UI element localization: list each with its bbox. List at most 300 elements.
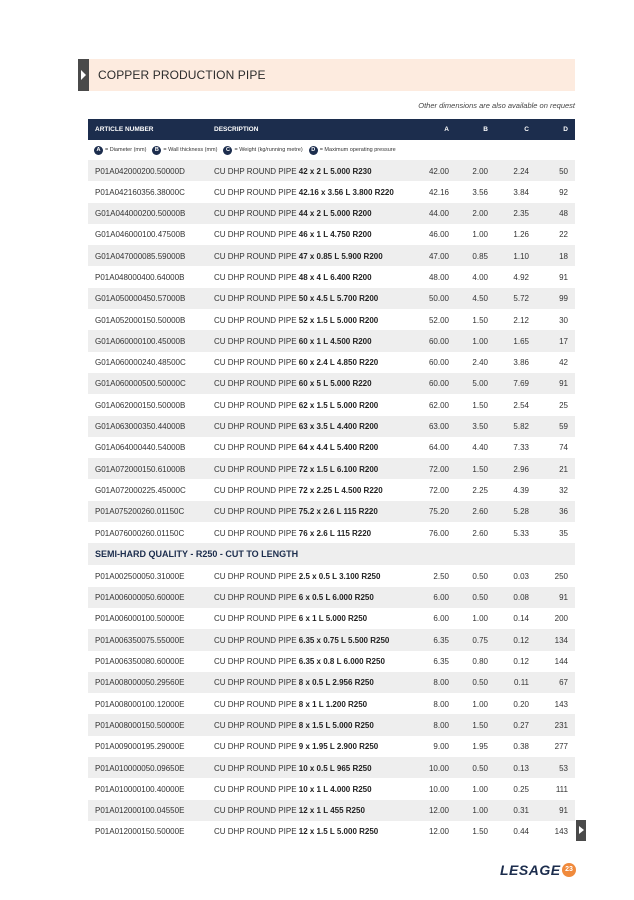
title-bar — [78, 59, 575, 91]
table-row — [88, 522, 575, 543]
value-a-cell: 72.00 — [428, 464, 449, 474]
header-b: B — [483, 126, 488, 133]
table-row — [88, 458, 575, 479]
section-title: SEMI-HARD QUALITY - R250 - CUT TO LENGTH — [95, 549, 299, 560]
value-c-cell: 5.82 — [513, 422, 529, 432]
article-cell: P01A008000100.12000E — [95, 699, 185, 709]
value-b-cell: 0.50 — [472, 678, 488, 688]
description-cell — [214, 401, 378, 410]
description-spec: 42.16 x 3.56 L 3.800 R220 — [298, 187, 394, 197]
value-a-cell: 52.00 — [428, 315, 449, 325]
legend-key-icon: D — [309, 146, 318, 155]
article-cell: P01A012000150.50000E — [95, 827, 185, 837]
table-row — [88, 373, 575, 394]
value-b-cell: 1.95 — [472, 742, 488, 752]
value-b-cell: 2.40 — [472, 358, 488, 368]
description-cell — [214, 529, 371, 538]
value-d-cell: 48 — [559, 209, 568, 219]
description-cell — [214, 316, 378, 325]
article-cell: G01A052000150.50000B — [95, 315, 186, 325]
value-b-cell: 4.40 — [472, 443, 488, 453]
article-cell: P01A042000200.50000D — [95, 166, 185, 176]
value-c-cell: 2.54 — [513, 400, 529, 410]
description-spec: 42 x 2 L 5.000 R230 — [298, 166, 372, 176]
value-c-cell: 0.25 — [513, 784, 529, 794]
value-d-cell: 92 — [559, 187, 568, 197]
value-b-cell: 0.50 — [472, 593, 488, 603]
value-a-cell: 60.00 — [428, 336, 449, 346]
table-row — [88, 778, 575, 799]
description-prefix: CU DHP ROUND PIPE — [214, 272, 297, 282]
description-prefix: CU DHP ROUND PIPE — [214, 657, 297, 667]
section-header — [88, 543, 575, 565]
description-prefix: CU DHP ROUND PIPE — [214, 485, 297, 495]
table-row — [88, 821, 575, 842]
description-prefix: CU DHP ROUND PIPE — [214, 528, 297, 538]
value-c-cell: 2.96 — [513, 464, 529, 474]
legend-item — [309, 146, 396, 155]
value-b-cell: 1.50 — [472, 464, 488, 474]
description-cell — [214, 785, 372, 794]
page-title: COPPER PRODUCTION PIPE — [98, 68, 266, 82]
value-a-cell: 48.00 — [428, 272, 449, 282]
value-a-cell: 6.00 — [433, 593, 449, 603]
value-d-cell: 134 — [554, 635, 568, 645]
description-cell — [214, 252, 383, 261]
value-a-cell: 6.35 — [433, 657, 449, 667]
description-cell — [214, 806, 365, 815]
value-d-cell: 91 — [559, 379, 568, 389]
value-d-cell: 143 — [554, 827, 568, 837]
value-b-cell: 1.00 — [472, 699, 488, 709]
description-spec: 6 x 0.5 L 6.000 R250 — [298, 593, 374, 603]
chevron-right-icon — [78, 59, 89, 91]
description-prefix: CU DHP ROUND PIPE — [214, 336, 297, 346]
description-cell — [214, 294, 378, 303]
article-cell: G01A046000100.47500B — [95, 230, 186, 240]
legend-text: = Maximum operating pressure — [319, 147, 396, 153]
value-c-cell: 1.65 — [513, 336, 529, 346]
value-a-cell: 63.00 — [428, 422, 449, 432]
value-d-cell: 25 — [559, 400, 568, 410]
description-cell — [214, 657, 385, 666]
value-a-cell: 47.00 — [428, 251, 449, 261]
value-d-cell: 22 — [559, 230, 568, 240]
table-row — [88, 479, 575, 500]
value-c-cell: 0.31 — [513, 806, 529, 816]
description-spec: 60 x 2.4 L 4.850 R220 — [298, 358, 379, 368]
description-cell — [214, 678, 374, 687]
value-a-cell: 60.00 — [428, 379, 449, 389]
description-prefix: CU DHP ROUND PIPE — [214, 422, 297, 432]
description-spec: 46 x 1 L 4.750 R200 — [298, 230, 372, 240]
description-spec: 6 x 1 L 5.000 R250 — [298, 614, 368, 624]
table-row — [88, 587, 575, 608]
value-c-cell: 0.12 — [513, 635, 529, 645]
description-spec: 12 x 1.5 L 5.000 R250 — [298, 827, 379, 837]
value-b-cell: 5.00 — [472, 379, 488, 389]
description-spec: 48 x 4 L 6.400 R200 — [298, 272, 372, 282]
description-prefix: CU DHP ROUND PIPE — [214, 571, 297, 581]
next-page-icon[interactable] — [576, 820, 586, 841]
value-b-cell: 1.00 — [472, 230, 488, 240]
description-prefix: CU DHP ROUND PIPE — [214, 806, 297, 816]
description-prefix: CU DHP ROUND PIPE — [214, 720, 297, 730]
description-cell — [214, 721, 374, 730]
legend-text: = Weight (kg/running metre) — [234, 147, 303, 153]
value-d-cell: 250 — [554, 571, 568, 581]
value-b-cell: 0.50 — [472, 763, 488, 773]
article-cell: P01A012000100.04550E — [95, 806, 185, 816]
value-a-cell: 44.00 — [428, 209, 449, 219]
value-b-cell: 4.50 — [472, 294, 488, 304]
value-a-cell: 12.00 — [428, 827, 449, 837]
legend-item — [223, 146, 302, 155]
value-c-cell: 1.26 — [513, 230, 529, 240]
description-cell — [214, 358, 378, 367]
description-cell — [214, 593, 374, 602]
value-a-cell: 62.00 — [428, 400, 449, 410]
value-b-cell: 0.50 — [472, 571, 488, 581]
value-a-cell: 8.00 — [433, 699, 449, 709]
value-d-cell: 67 — [559, 678, 568, 688]
description-cell — [214, 614, 367, 623]
value-c-cell: 7.33 — [513, 443, 529, 453]
description-spec: 10 x 1 L 4.000 R250 — [298, 784, 372, 794]
table-row — [88, 394, 575, 415]
table-row — [88, 437, 575, 458]
description-cell — [214, 379, 372, 388]
description-cell — [214, 443, 378, 452]
header-description: DESCRIPTION — [214, 126, 259, 133]
value-c-cell: 0.13 — [513, 763, 529, 773]
value-d-cell: 50 — [559, 166, 568, 176]
value-a-cell: 60.00 — [428, 358, 449, 368]
table-row — [88, 181, 575, 202]
value-b-cell: 3.50 — [472, 422, 488, 432]
description-cell — [214, 209, 372, 218]
page-number: 23 — [562, 863, 576, 877]
description-prefix: CU DHP ROUND PIPE — [214, 827, 297, 837]
description-cell — [214, 167, 372, 176]
value-a-cell: 10.00 — [428, 763, 449, 773]
value-a-cell: 50.00 — [428, 294, 449, 304]
value-c-cell: 0.38 — [513, 742, 529, 752]
value-d-cell: 99 — [559, 294, 568, 304]
description-prefix: CU DHP ROUND PIPE — [214, 230, 297, 240]
value-b-cell: 1.50 — [472, 315, 488, 325]
table-row — [88, 288, 575, 309]
header-c: C — [524, 126, 529, 133]
value-c-cell: 2.12 — [513, 315, 529, 325]
header-d: D — [563, 126, 568, 133]
table-row — [88, 160, 575, 181]
table-row — [88, 693, 575, 714]
description-spec: 60 x 5 L 5.000 R220 — [298, 379, 372, 389]
value-a-cell: 76.00 — [428, 528, 449, 538]
article-cell: P01A048000400.64000B — [95, 272, 185, 282]
value-c-cell: 1.10 — [513, 251, 529, 261]
description-spec: 72 x 1.5 L 6.100 R200 — [298, 464, 379, 474]
table-row — [88, 565, 575, 586]
description-cell — [214, 337, 372, 346]
value-c-cell: 0.12 — [513, 657, 529, 667]
article-cell: G01A047000085.59000B — [95, 251, 186, 261]
value-a-cell: 6.00 — [433, 614, 449, 624]
value-c-cell: 0.08 — [513, 593, 529, 603]
legend-key-icon: C — [223, 146, 232, 155]
table-row — [88, 501, 575, 522]
value-b-cell: 4.00 — [472, 272, 488, 282]
description-spec: 63 x 3.5 L 4.400 R200 — [298, 422, 379, 432]
table-row — [88, 309, 575, 330]
article-cell: P01A006000100.50000E — [95, 614, 185, 624]
description-cell — [214, 507, 378, 516]
article-cell: P01A009000195.29000E — [95, 742, 185, 752]
article-cell: P01A010000100.40000E — [95, 784, 185, 794]
value-d-cell: 32 — [559, 485, 568, 495]
value-d-cell: 143 — [554, 699, 568, 709]
value-b-cell: 3.56 — [472, 187, 488, 197]
value-a-cell: 75.20 — [428, 507, 449, 517]
value-d-cell: 36 — [559, 507, 568, 517]
table-row — [88, 266, 575, 287]
description-prefix: CU DHP ROUND PIPE — [214, 464, 297, 474]
value-a-cell: 8.00 — [433, 678, 449, 688]
value-b-cell: 2.60 — [472, 507, 488, 517]
legend-text: = Diameter (mm) — [105, 147, 147, 153]
legend-key-icon: A — [94, 146, 103, 155]
table-row — [88, 416, 575, 437]
article-cell: G01A062000150.50000B — [95, 400, 186, 410]
legend-key-icon: B — [152, 146, 161, 155]
description-spec: 52 x 1.5 L 5.000 R200 — [298, 315, 379, 325]
article-cell: G01A064000440.54000B — [95, 443, 186, 453]
description-prefix: CU DHP ROUND PIPE — [214, 507, 297, 517]
description-cell — [214, 465, 378, 474]
description-prefix: CU DHP ROUND PIPE — [214, 678, 297, 688]
article-cell: P01A075200260.01150C — [95, 507, 185, 517]
description-cell — [214, 636, 389, 645]
table-row — [88, 800, 575, 821]
value-b-cell: 1.50 — [472, 720, 488, 730]
value-a-cell: 72.00 — [428, 485, 449, 495]
legend-item — [94, 146, 146, 155]
value-d-cell: 30 — [559, 315, 568, 325]
table-row — [88, 651, 575, 672]
value-d-cell: 231 — [554, 720, 568, 730]
value-a-cell: 6.35 — [433, 635, 449, 645]
value-b-cell: 1.00 — [472, 336, 488, 346]
article-cell: P01A076000260.01150C — [95, 528, 185, 538]
value-d-cell: 59 — [559, 422, 568, 432]
value-a-cell: 64.00 — [428, 443, 449, 453]
value-b-cell: 1.00 — [472, 806, 488, 816]
description-prefix: CU DHP ROUND PIPE — [214, 614, 297, 624]
legend-item — [152, 146, 217, 155]
value-c-cell: 2.24 — [513, 166, 529, 176]
value-c-cell: 0.11 — [514, 678, 529, 688]
value-b-cell: 1.00 — [472, 614, 488, 624]
table-row — [88, 672, 575, 693]
value-c-cell: 5.72 — [513, 294, 529, 304]
description-prefix: CU DHP ROUND PIPE — [214, 166, 297, 176]
description-prefix: CU DHP ROUND PIPE — [214, 593, 297, 603]
article-cell: G01A063000350.44000B — [95, 422, 186, 432]
table-row — [88, 245, 575, 266]
description-prefix: CU DHP ROUND PIPE — [214, 784, 297, 794]
table-row — [88, 330, 575, 351]
description-spec: 6.35 x 0.75 L 5.500 R250 — [298, 635, 390, 645]
description-spec: 12 x 1 L 455 R250 — [298, 806, 365, 816]
article-cell: G01A044000200.50000B — [95, 209, 186, 219]
article-cell: P01A008000050.29560E — [95, 678, 185, 688]
value-d-cell: 74 — [559, 443, 568, 453]
description-prefix: CU DHP ROUND PIPE — [214, 358, 297, 368]
value-d-cell: 53 — [559, 763, 568, 773]
value-b-cell: 1.50 — [472, 827, 488, 837]
brand-logo: LESAGE — [500, 862, 561, 878]
table-row — [88, 608, 575, 629]
value-d-cell: 200 — [554, 614, 568, 624]
table-row — [88, 629, 575, 650]
value-c-cell: 2.35 — [513, 209, 529, 219]
value-c-cell: 7.69 — [513, 379, 529, 389]
value-c-cell: 0.20 — [513, 699, 529, 709]
value-c-cell: 0.44 — [513, 827, 529, 837]
value-b-cell: 0.75 — [472, 635, 488, 645]
article-cell: G01A072000225.45000C — [95, 485, 186, 495]
description-prefix: CU DHP ROUND PIPE — [214, 443, 297, 453]
description-spec: 10 x 0.5 L 965 R250 — [298, 763, 372, 773]
value-c-cell: 0.03 — [513, 571, 529, 581]
article-cell: P01A010000050.09650E — [95, 763, 185, 773]
value-c-cell: 5.33 — [513, 528, 529, 538]
value-c-cell: 3.86 — [513, 358, 529, 368]
header-article: ARTICLE NUMBER — [95, 126, 154, 133]
value-b-cell: 2.25 — [472, 485, 488, 495]
description-prefix: CU DHP ROUND PIPE — [214, 635, 297, 645]
value-b-cell: 2.00 — [472, 166, 488, 176]
table-header — [88, 119, 575, 140]
description-spec: 76 x 2.6 L 115 R220 — [298, 528, 372, 538]
product-table — [88, 160, 575, 842]
description-cell — [214, 422, 378, 431]
value-d-cell: 21 — [559, 464, 568, 474]
article-cell: P01A008000150.50000E — [95, 720, 185, 730]
description-prefix: CU DHP ROUND PIPE — [214, 315, 297, 325]
value-d-cell: 18 — [559, 251, 568, 261]
value-b-cell: 0.85 — [472, 251, 488, 261]
article-cell: G01A060000240.48500C — [95, 358, 186, 368]
table-row — [88, 203, 575, 224]
legend — [88, 141, 575, 159]
value-a-cell: 42.00 — [428, 166, 449, 176]
description-spec: 64 x 4.4 L 5.400 R200 — [298, 443, 379, 453]
article-cell: P01A002500050.31000E — [95, 571, 185, 581]
description-prefix: CU DHP ROUND PIPE — [214, 209, 297, 219]
table-row — [88, 224, 575, 245]
description-cell — [214, 230, 372, 239]
description-prefix: CU DHP ROUND PIPE — [214, 400, 297, 410]
description-prefix: CU DHP ROUND PIPE — [214, 251, 297, 261]
article-cell: P01A042160356.38000C — [95, 187, 185, 197]
description-spec: 75.2 x 2.6 L 115 R220 — [298, 507, 378, 517]
value-b-cell: 1.50 — [472, 400, 488, 410]
value-b-cell: 0.80 — [472, 657, 488, 667]
value-a-cell: 10.00 — [428, 784, 449, 794]
value-a-cell: 12.00 — [428, 806, 449, 816]
article-cell: P01A006000050.60000E — [95, 593, 185, 603]
description-cell — [214, 188, 394, 197]
header-a: A — [444, 126, 449, 133]
availability-note: Other dimensions are also available on request — [418, 101, 575, 110]
description-spec: 72 x 2.25 L 4.500 R220 — [298, 485, 383, 495]
description-spec: 60 x 1 L 4.500 R200 — [298, 336, 372, 346]
value-b-cell: 1.00 — [472, 784, 488, 794]
description-spec: 47 x 0.85 L 5.900 R200 — [298, 251, 383, 261]
article-cell: G01A072000150.61000B — [95, 464, 186, 474]
value-a-cell: 46.00 — [428, 230, 449, 240]
value-c-cell: 0.14 — [513, 614, 529, 624]
description-cell — [214, 273, 372, 282]
description-spec: 9 x 1.95 L 2.900 R250 — [298, 742, 379, 752]
description-prefix: CU DHP ROUND PIPE — [214, 379, 297, 389]
description-cell — [214, 572, 380, 581]
description-cell — [214, 742, 378, 751]
value-d-cell: 91 — [559, 272, 568, 282]
description-spec: 6.35 x 0.8 L 6.000 R250 — [298, 657, 385, 667]
value-a-cell: 42.16 — [428, 187, 449, 197]
value-b-cell: 2.60 — [472, 528, 488, 538]
description-spec: 8 x 0.5 L 2.956 R250 — [298, 678, 374, 688]
description-cell — [214, 700, 367, 709]
value-d-cell: 17 — [559, 336, 568, 346]
value-d-cell: 111 — [555, 784, 568, 794]
value-c-cell: 4.39 — [513, 485, 529, 495]
description-prefix: CU DHP ROUND PIPE — [214, 187, 297, 197]
description-cell — [214, 827, 378, 836]
value-c-cell: 5.28 — [513, 507, 529, 517]
article-cell: G01A060000100.45000B — [95, 336, 186, 346]
description-cell — [214, 486, 383, 495]
article-cell: P01A006350075.55000E — [95, 635, 185, 645]
description-prefix: CU DHP ROUND PIPE — [214, 742, 297, 752]
table-row — [88, 352, 575, 373]
value-d-cell: 144 — [554, 657, 568, 667]
value-c-cell: 4.92 — [513, 272, 529, 282]
description-prefix: CU DHP ROUND PIPE — [214, 294, 297, 304]
value-d-cell: 42 — [559, 358, 568, 368]
legend-text: = Wall thickness (mm) — [163, 147, 218, 153]
description-spec: 62 x 1.5 L 5.000 R200 — [298, 400, 379, 410]
value-a-cell: 9.00 — [433, 742, 449, 752]
description-cell — [214, 764, 372, 773]
description-prefix: CU DHP ROUND PIPE — [214, 699, 297, 709]
value-d-cell: 35 — [559, 528, 568, 538]
value-c-cell: 3.84 — [513, 187, 529, 197]
value-d-cell: 91 — [559, 593, 568, 603]
article-cell: G01A060000500.50000C — [95, 379, 186, 389]
article-cell: P01A006350080.60000E — [95, 657, 185, 667]
description-spec: 8 x 1 L 1.200 R250 — [298, 699, 368, 709]
description-spec: 2.5 x 0.5 L 3.100 R250 — [298, 571, 381, 581]
value-c-cell: 0.27 — [513, 720, 529, 730]
table-row — [88, 757, 575, 778]
table-row — [88, 736, 575, 757]
value-d-cell: 277 — [554, 742, 568, 752]
description-prefix: CU DHP ROUND PIPE — [214, 763, 297, 773]
